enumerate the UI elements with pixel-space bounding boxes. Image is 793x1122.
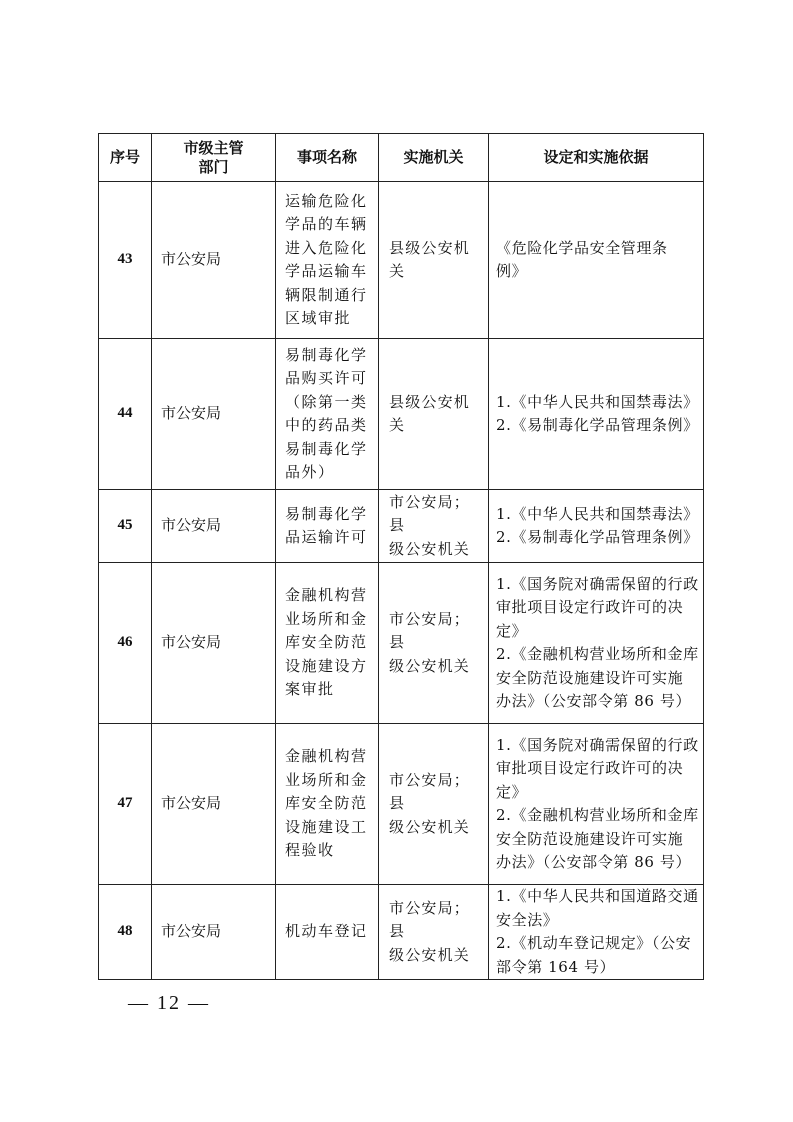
cell-seq: 47 — [99, 724, 152, 885]
cell-agency — [379, 490, 489, 563]
item-line: 库安全防范 — [285, 794, 368, 813]
table-row — [99, 724, 704, 885]
basis-line: 1.《国务院对确需保留的行政 — [496, 574, 699, 593]
basis-line: 《危险化学品安全管理条 — [496, 238, 668, 257]
basis-line: 1.《中华人民共和国道路交通 — [496, 887, 699, 905]
item-line: 学品的车辆 — [285, 215, 368, 233]
item-line: 品外） — [285, 463, 335, 481]
basis-line: 1.《中华人民共和国禁毒法》 — [496, 504, 699, 523]
basis-line: 安全法》 — [496, 910, 559, 929]
agency-line: 市公安局；县 — [389, 492, 471, 535]
table-row — [99, 563, 704, 724]
item-line: 运输危险化 — [285, 191, 368, 210]
item-line: 业场所和金 — [285, 770, 368, 789]
cell-agency — [379, 182, 489, 339]
cell-basis — [489, 182, 704, 339]
agency-line: 市公安局；县 — [389, 609, 471, 652]
item-line: 中的药品类 — [285, 416, 368, 434]
cell-basis — [489, 339, 704, 490]
item-line: 易制毒化学 — [285, 439, 368, 458]
agency-line: 县级公安机 — [389, 392, 471, 411]
item-line: 库安全防范 — [285, 633, 368, 652]
cell-dept: 市公安局 — [152, 339, 276, 490]
header-dept — [152, 134, 276, 182]
basis-line: 1.《国务院对确需保留的行政 — [496, 735, 699, 754]
basis-line: 定》 — [496, 782, 528, 801]
agency-line: 级公安机关 — [389, 656, 471, 675]
item-line: 程验收 — [285, 841, 335, 860]
cell-item — [276, 182, 379, 339]
basis-line: 定》 — [496, 621, 528, 640]
header-basis: 设定和实施依据 — [489, 134, 704, 182]
basis-line: 1.《中华人民共和国禁毒法》 — [496, 392, 699, 411]
cell-item — [276, 490, 379, 563]
cell-item — [276, 339, 379, 490]
header-item: 事项名称 — [276, 134, 379, 182]
cell-item — [276, 885, 379, 980]
agency-line: 关 — [389, 416, 406, 434]
agency-line: 级公安机关 — [389, 945, 471, 964]
cell-dept: 市公安局 — [152, 563, 276, 724]
item-line: 进入危险化 — [285, 238, 368, 257]
cell-dept: 市公安局 — [152, 724, 276, 885]
basis-line: 安全防范设施建设许可实施 — [496, 668, 684, 687]
agency-line: 关 — [389, 262, 406, 280]
basis-line: 审批项目设定行政许可的决 — [496, 598, 684, 616]
cell-dept: 市公安局 — [152, 182, 276, 339]
basis-line: 2.《易制毒化学品管理条例》 — [496, 416, 699, 434]
item-line: 业场所和金 — [285, 609, 368, 628]
cell-item — [276, 563, 379, 724]
item-line: 区域审批 — [285, 309, 352, 327]
item-line: 学品运输车 — [285, 262, 368, 280]
item-line: 金融机构营 — [285, 586, 368, 605]
basis-line: 审批项目设定行政许可的决 — [496, 759, 684, 777]
basis-line: 2.《金融机构营业场所和金库 — [496, 645, 699, 663]
agency-line: 级公安机关 — [389, 817, 471, 836]
item-line: 品运输许可 — [285, 528, 368, 546]
cell-agency — [379, 885, 489, 980]
header-dept-text: 市级主管 部门 — [183, 138, 244, 176]
basis-line: 部令第 164 号） — [496, 957, 616, 976]
item-line: 易制毒化学 — [285, 504, 368, 523]
item-line: （除第一类 — [285, 392, 368, 411]
cell-agency — [379, 563, 489, 724]
cell-seq: 48 — [99, 885, 152, 980]
agency-line: 级公安机关 — [389, 539, 471, 558]
cell-basis — [489, 563, 704, 724]
basis-line: 办法》（公安部令第 86 号） — [496, 692, 692, 710]
item-line: 品购买许可 — [285, 369, 368, 387]
cell-agency — [379, 724, 489, 885]
basis-line: 例》 — [496, 262, 528, 280]
table-row — [99, 182, 704, 339]
agency-line: 市公安局；县 — [389, 770, 471, 813]
header-agency: 实施机关 — [379, 134, 489, 182]
cell-dept: 市公安局 — [152, 490, 276, 563]
item-line: 案审批 — [285, 680, 335, 699]
cell-seq: 45 — [99, 490, 152, 563]
cell-basis — [489, 885, 704, 980]
agency-line: 县级公安机 — [389, 238, 471, 257]
basis-line: 2.《易制毒化学品管理条例》 — [496, 528, 699, 546]
cell-seq: 44 — [99, 339, 152, 490]
item-line: 机动车登记 — [285, 922, 368, 941]
cell-dept: 市公安局 — [152, 885, 276, 980]
basis-line: 办法》（公安部令第 86 号） — [496, 853, 692, 871]
basis-line: 2.《机动车登记规定》（公安 — [496, 934, 692, 952]
item-line: 设施建设工 — [285, 817, 368, 836]
item-line: 易制毒化学 — [285, 345, 368, 364]
basis-line: 安全防范设施建设许可实施 — [496, 829, 684, 848]
cell-item — [276, 724, 379, 885]
table-header-row — [99, 134, 704, 182]
header-seq: 序号 — [99, 134, 152, 182]
cell-seq: 43 — [99, 182, 152, 339]
basis-line: 2.《金融机构营业场所和金库 — [496, 806, 699, 824]
item-line: 设施建设方 — [285, 656, 368, 675]
table-row — [99, 490, 704, 563]
cell-basis — [489, 724, 704, 885]
cell-seq: 46 — [99, 563, 152, 724]
table-row — [99, 339, 704, 490]
approval-items-table — [98, 133, 704, 980]
item-line: 金融机构营 — [285, 747, 368, 766]
cell-basis — [489, 490, 704, 563]
table-row — [99, 885, 704, 980]
item-line: 辆限制通行 — [285, 285, 368, 304]
agency-line: 市公安局；县 — [389, 898, 471, 941]
cell-agency — [379, 339, 489, 490]
page-number: — 12 — — [128, 992, 210, 1014]
table-body — [99, 182, 704, 980]
